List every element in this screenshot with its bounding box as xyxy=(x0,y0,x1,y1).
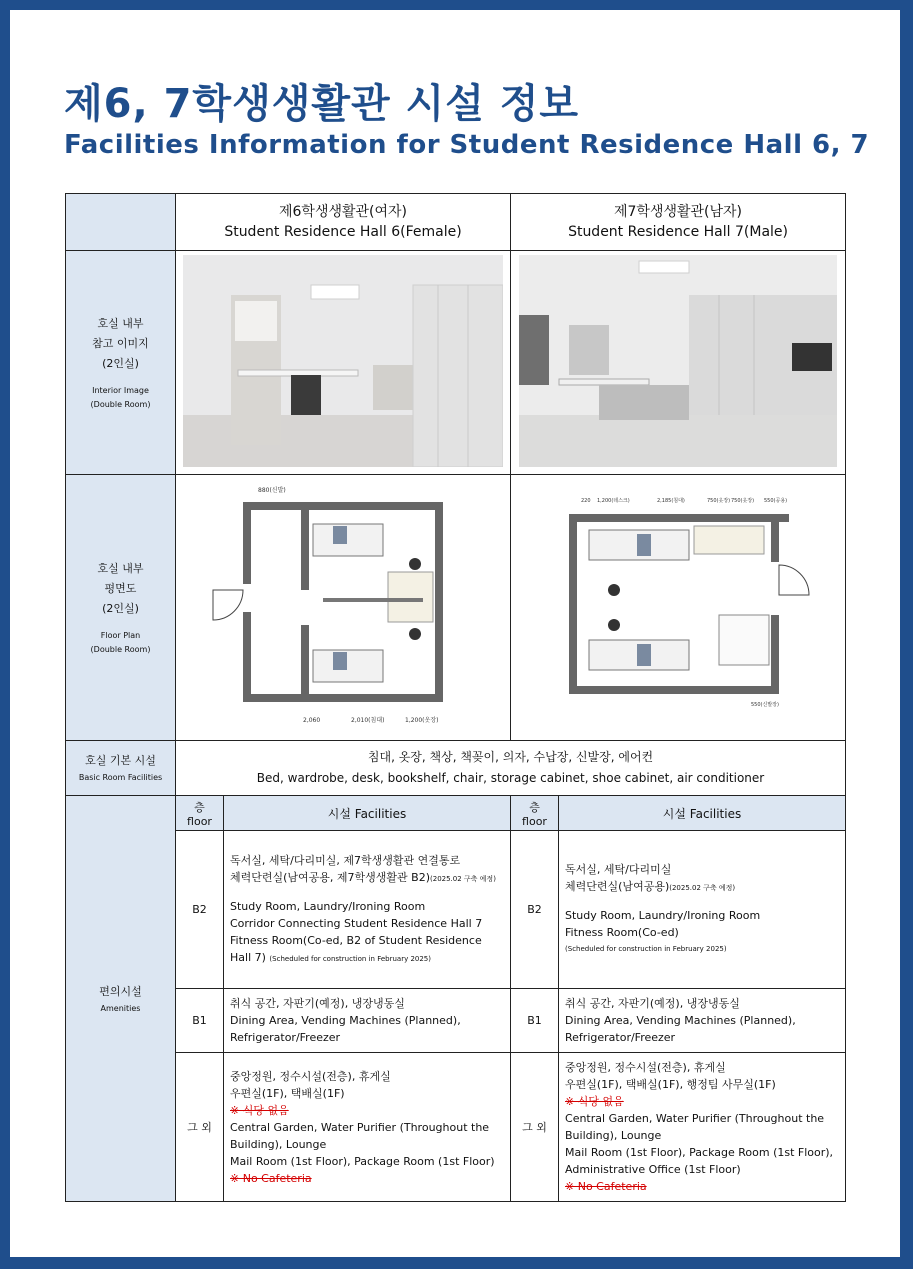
hall7-interior-image xyxy=(511,251,846,475)
floor-etc-hall7: 그 외 xyxy=(511,1053,559,1202)
page-title: 제6, 7학생생활관 시설 정보 xyxy=(64,81,580,127)
dim-label: 2,060 xyxy=(303,717,321,724)
dim-label: 220 xyxy=(581,498,591,504)
floor-etc-hall6: 그 외 xyxy=(176,1053,224,1202)
facilities-table xyxy=(65,193,846,1202)
room-photo-hall6 xyxy=(183,255,503,467)
dim-label: 2,185(침대) xyxy=(657,498,685,504)
hall6-interior-image xyxy=(176,251,511,475)
hall7-header: 제7학생생활관(남자) Student Residence Hall 7(Male) xyxy=(511,194,846,251)
facilities-b2-hall7: 독서실, 세탁/다리미실 체력단련실(남여공용)(2025.02 구축 예정) Study Room, Laundry/Ironing Room Fitness Room(Co-ed) (Scheduled for construction in February 2025) xyxy=(559,831,846,989)
floorplan-label: 호실 내부 평면도 (2인실) Floor Plan (Double Room) xyxy=(66,475,176,741)
floor-header-hall6: 층 floor xyxy=(176,796,224,831)
page-subtitle: Facilities Information for Student Residence Hall 6, 7 xyxy=(64,130,870,160)
corner-cell xyxy=(66,194,176,251)
facilities-b1-hall6: 취식 공간, 자판기(예정), 냉장냉동실 Dining Area, Vending Machines (Planned), Refrigerator/Freezer xyxy=(224,989,511,1053)
facilities-etc-hall7: 중앙정원, 정수시설(전층), 휴게실 우편실(1F), 택배실(1F), 행정팀 사무실(1F) ※ 식당 없음 Central Garden, Water Purifier (Throughout the Building), Lounge Mail Room (1st Floor), Package Room (1st Floor), Administrative Office (1st Floor) ※ No Cafeteria xyxy=(559,1053,846,1202)
facilities-b2-hall6: 독서실, 세탁/다리미실, 제7학생생활관 연결통로 체력단련실(남여공용, 제7학생생활관 B2)(2025.02 구축 예정) Study Room, Laundry/Ironing Room Corridor Connecting Student Residence Hall 7 Fitness Room(Co-ed, B2 of Student Residence Hall 7) (Scheduled for construction in February 2025) xyxy=(224,831,511,989)
dim-label: 1,200(옷장) xyxy=(405,717,439,724)
floor-header-hall7: 층 floor xyxy=(511,796,559,831)
dim-label: 1,200(데스크) xyxy=(597,498,630,504)
dim-label: 550(공용) xyxy=(764,498,788,504)
floor-b2-hall7: B2 xyxy=(511,831,559,989)
floorplan-drawing-hall7 xyxy=(519,480,837,732)
hall6-floor-plan xyxy=(176,475,511,741)
dim-label: 750(옷장) xyxy=(707,498,731,504)
floor-b1-hall7: B1 xyxy=(511,989,559,1053)
facilities-etc-hall6: 중앙정원, 정수시설(전층), 휴게실 우편실(1F), 택배실(1F) ※ 식당 없음 Central Garden, Water Purifier (Throughout the Building), Lounge Mail Room (1st Floor), Package Room (1st Floor) ※ No Cafeteria xyxy=(224,1053,511,1202)
dim-label: 2,010(침대) xyxy=(351,717,385,724)
hall6-header: 제6학생생활관(여자) Student Residence Hall 6(Female) xyxy=(176,194,511,251)
dim-label: 880(신발) xyxy=(258,487,286,494)
floor-b1-hall6: B1 xyxy=(176,989,224,1053)
interior-label: 호실 내부 참고 이미지 (2인실) Interior Image (Double Room) xyxy=(66,251,176,475)
basic-facilities-label: 호실 기본 시설 Basic Room Facilities xyxy=(66,741,176,796)
document-page xyxy=(10,10,900,1257)
facilities-b1-hall7: 취식 공간, 자판기(예정), 냉장냉동실 Dining Area, Vending Machines (Planned), Refrigerator/Freezer xyxy=(559,989,846,1053)
floorplan-drawing-hall6 xyxy=(183,480,503,732)
floor-b2-hall6: B2 xyxy=(176,831,224,989)
dim-label: 750(옷장) xyxy=(731,498,755,504)
facilities-header-hall7: 시설 Facilities xyxy=(559,796,846,831)
hall7-floor-plan xyxy=(511,475,846,741)
facilities-header-hall6: 시설 Facilities xyxy=(224,796,511,831)
basic-facilities-value: 침대, 옷장, 책상, 책꽂이, 의자, 수납장, 신발장, 에어컨 Bed, wardrobe, desk, bookshelf, chair, storage cabinet, shoe cabinet, air conditioner xyxy=(176,741,846,796)
amenities-label: 편의시설 Amenities xyxy=(66,796,176,1202)
room-photo-hall7 xyxy=(519,255,837,467)
dim-label: 550(신발장) xyxy=(751,702,779,708)
